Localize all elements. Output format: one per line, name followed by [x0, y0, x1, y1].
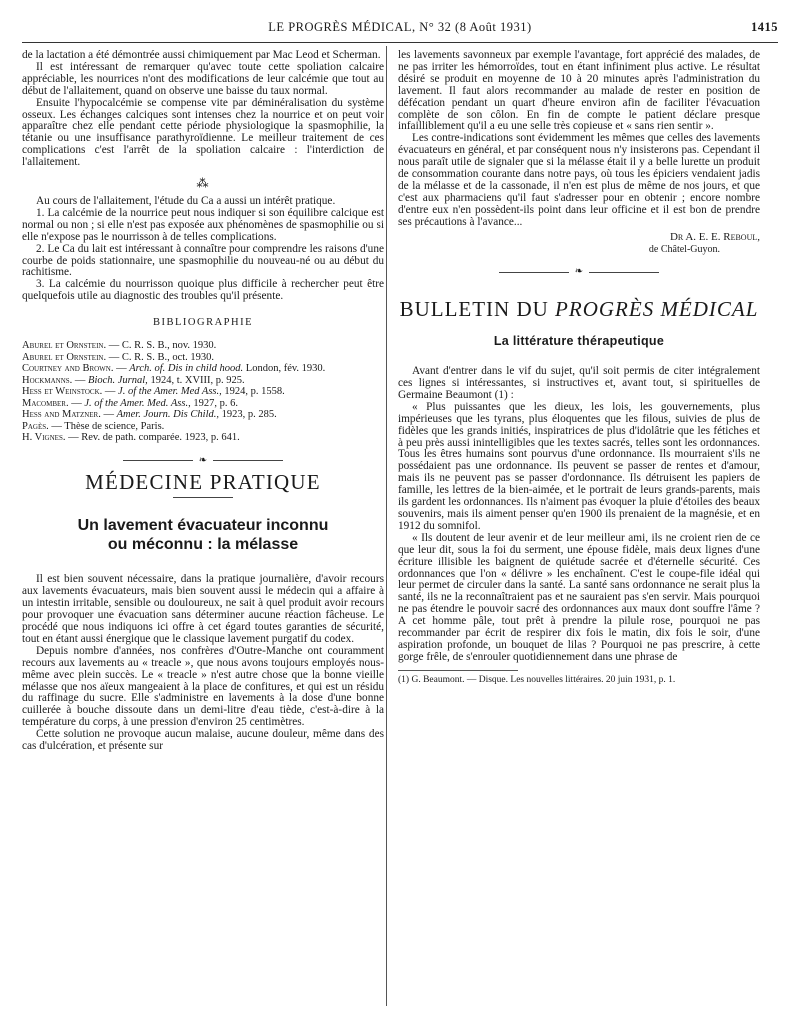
asterism: ⁂ [196, 176, 210, 191]
right-column [398, 50, 760, 685]
bibliography-entry: Pagès. — Thèse de science, Paris. [22, 420, 165, 432]
page-number: 1415 [751, 20, 778, 34]
bibliography-title: BIBLIOGRAPHIE [153, 317, 253, 329]
bulletin-title: BULLETIN DU PROGRÈS MÉDICAL [399, 297, 759, 322]
paragraph: Il est bien souvent nécessaire, dans la pratique journalière, d'avoir recours aux lavements évacuateurs, mais bien souvent aussi le médecin qui a affaire à un intestin irritable, sensible ou douloureux, ne sait à quel produit avoir recours pour provoquer une évacuation sans déterminer aucune réaction fâcheuse. Le procédé que nous indiquons ici offre à cet égard toutes garanties de sécurité, tout en étant aussi énergique que le classique lavement purgatif du codex. [22, 573, 384, 645]
section-title: MÉDECINE PRATIQUE [85, 470, 321, 495]
bibliography-entry: Aburel et Ornstein. — C. R. S. B., nov. 1930. [22, 340, 217, 352]
left-column [22, 50, 384, 753]
bibliography-entry: Hockmanns. — Bioch. Jurnal, 1924, t. XVIII, p. 925. [22, 374, 245, 386]
bibliography [22, 340, 384, 444]
paragraph: 2. Le Ca du lait est intéressant à connaître pour comprendre les raisons d'une courbe de poids stationnaire, une spasmophilie du nouveau-né ou au début du rachitisme. [22, 242, 384, 279]
paragraph: Avant d'entrer dans le vif du sujet, qu'il soit permis de citer intégralement ces lignes si intéressantes, si instructives et, avant tout, si spirituelles de Germaine Beaumont (1) : [398, 365, 760, 401]
quotation: « Ils doutent de leur avenir et de leur meilleur ami, ils ne croient rien de ce que leur dit, sous la foi du serment, une épouse fidèle, mais deux lignes d'une écriture illisible les baignent de quiétude sacrée et d'éternelle sécurité. Ces ordonnances que l'on « délivre » les enchaînent. C'est le coupe-file idéal qui leur permet de circuler dans la santé. La santé sans ordonnance ne serait plus la santé, ils ne la reconnaîtraient pas et ne sauraient pas s'en servir. Mais pourquoi ne pas étendre le pouvoir sacré des ordonnances aux maux dont souffre l'âme ? A cet homme pâle, tout prêt à prendre la pilule rose, pourquoi ne pas recommander par écrit de respirer dix fois le matin, dix fois le soir, d'une aspiration profonde, un bouquet de lilas ? Pourquoi ne pas prescrire, à cette gorge frêle, de s'enrouler quotidiennement dans une phrase de [398, 531, 760, 663]
journal-title: LE PROGRÈS MÉDICAL, N° 32 (8 Août 1931) [268, 20, 532, 34]
signature: Dr A. E. E. Reboul, de Châtel-Guyon. [648, 230, 760, 255]
paragraph: Depuis nombre d'années, nos confrères d'Outre-Manche ont couramment recours aux lavements au « treacle », que nous avons toujours employés nous-même avec plein succès. Le « treacle » n'est autre chose que la bonne vieille mélasse que nos aïeux mangeaient à la place de confitures, et qui est un résidu du raffinage du sucre. Elle s'administre en lavements à la dose d'une bonne cuillerée à bouche dissoute dans un demi-litre d'eau tiède, c'est-à-dire à la température du corps, à une pression d'environ 25 centimètres. [22, 644, 384, 729]
paragraph: 1. La calcémie de la nourrice peut nous indiquer si son équilibre calcique est normal ou non ; si elle n'est pas exposée aux phénomènes de spasmophilie ou si elle n'expose pas le nourrisson à de telles complications. [22, 206, 384, 243]
bibliography-entry: Hess and Matzner. — Amer. Journ. Dis Child., 1923, p. 285. [22, 409, 277, 421]
paragraph: Les contre-indications sont évidemment les mêmes que celles des lavements évacuateurs en général, et par conséquent nous n'y insisterons pas. Cependant il nous paraît utile de signaler que si la mélasse était il y a belle lurette un produit de consommation courante dans notre pays, où tous les épiciers vendaient jadis de la mélasse et de la cassonade, il n'en est plus de même de nos jours, et que c'est aux pharmaciens qu'il faut s'adresser pour en obtenir ; encore nombre d'entre eux n'en possèdent-ils point dans leur officine et il est bon de prendre ses précautions à l'avance... [398, 132, 760, 228]
header-rule [22, 42, 778, 43]
footnote: (1) G. Beaumont. — Disque. Les nouvelles littéraires. 20 juin 1931, p. 1. [398, 674, 676, 685]
section-ornament: ❧ [22, 455, 384, 467]
paragraph: de la lactation a été démontrée aussi chimiquement par Mac Leod et Scherman. [22, 49, 381, 61]
bibliography-entry: H. Vignes. — Rev. de path. comparée. 1923, p. 641. [22, 432, 240, 444]
column-rule [386, 46, 387, 1006]
section-ornament: ❧ [398, 266, 760, 278]
footnote-rule [398, 670, 518, 671]
paragraph: Au cours de l'allaitement, l'étude du Ca a aussi un intérêt pratique. [36, 194, 336, 207]
bibliography-entry: Aburel et Ornstein. — C. R. S. B., oct. 1930. [22, 351, 215, 363]
paragraph: Ensuite l'hypocalcémie se compense vite par déminéralisation du système osseux. Les échanges calciques sont intenses chez la nourrice et on peut voir apparaître chez elle pendant cette période physiologique la spasmophilie, la tétanie ou une insuffisance parathyroïdienne. Le meilleur traitement de ces complications c'est l'arrêt de la spoliation calcaire : l'interdiction de l'allaitement. [22, 96, 384, 169]
paragraph: les lavements savonneux par exemple l'avantage, fort apprécié des malades, de ne pas irriter les hémorroïdes, tout en étant infiniment plus active. Le résultat désiré se produit en moyenne de 10 à 20 minutes après l'administration du lavement. Il faut alors recommander au malade de rester en position de défécation pendant un quart d'heure environ afin de faciliter l'évacuation complète de son côlon. En fin de compte le patient déclare presque infailliblement qu'il a eu une selle très copieuse et « sans rien sentir ». [398, 49, 760, 133]
bulletin-subtitle: La littérature thérapeutique [493, 334, 665, 349]
paragraph: 3. La calcémie du nourrisson quoique plus difficile à rechercher peut être quelquefois utile au diagnostic des troubles qu'il présente. [22, 278, 384, 303]
bibliography-entry: Macomber. — J. of the Amer. Med. Ass., 1927, p. 6. [22, 397, 238, 409]
article-title: Un lavement évacuateur inconnu ou méconnu : la mélasse [77, 517, 329, 554]
bibliography-entry: Hess et Weinstock. — J. of the Amer. Med Ass., 1924, p. 1558. [22, 386, 285, 398]
bibliography-entry: Courtney and Brown. — Arch. of. Dis in child hood. London, fév. 1930. [22, 363, 326, 375]
title-rule [173, 497, 233, 498]
paragraph: Il est intéressant de remarquer qu'avec toute cette spoliation calcaire appréciable, les nourrices n'ont des modifications de leur calcémie que tout au début de l'allaitement, quand on observe une baisse du taux normal. [22, 60, 384, 97]
paragraph: Cette solution ne provoque aucun malaise, aucune douleur, même dans des cas d'ulcération, et présente sur [22, 728, 384, 753]
quotation: « Plus puissantes que les dieux, les lois, les gouvernements, plus impérieuses que les tyrans, plus éloquentes que les filous, suivies de plus de fidèles que les grands initiés, inspiratrices de plus d'idolâtrie que les fétiches et à peu près aussi inintelligibles que les textes sacrés, telles sont les ordonnances. Tous les êtres humains sont pourvus d'une ordonnance. Ils mourraient s'ils ne possédaient pas une ordonnance. Ils peuvent se passer de rentes et d'amour, mais ils ne peuvent pas se passer d'ordonnance. Ils détruisent les papiers de famille, les lettres de la bien-aimée, et le portrait de leurs grands-parents, mais ils gardent les ordonnances. Ils n'aiment pas évoquer la pluie d'étoiles des beaux souvenirs, mais ils aiment penser qu'en 1900 ils prenaient de la magnésie, et en 1912 du somnifol. [398, 400, 761, 532]
running-head [22, 20, 778, 38]
